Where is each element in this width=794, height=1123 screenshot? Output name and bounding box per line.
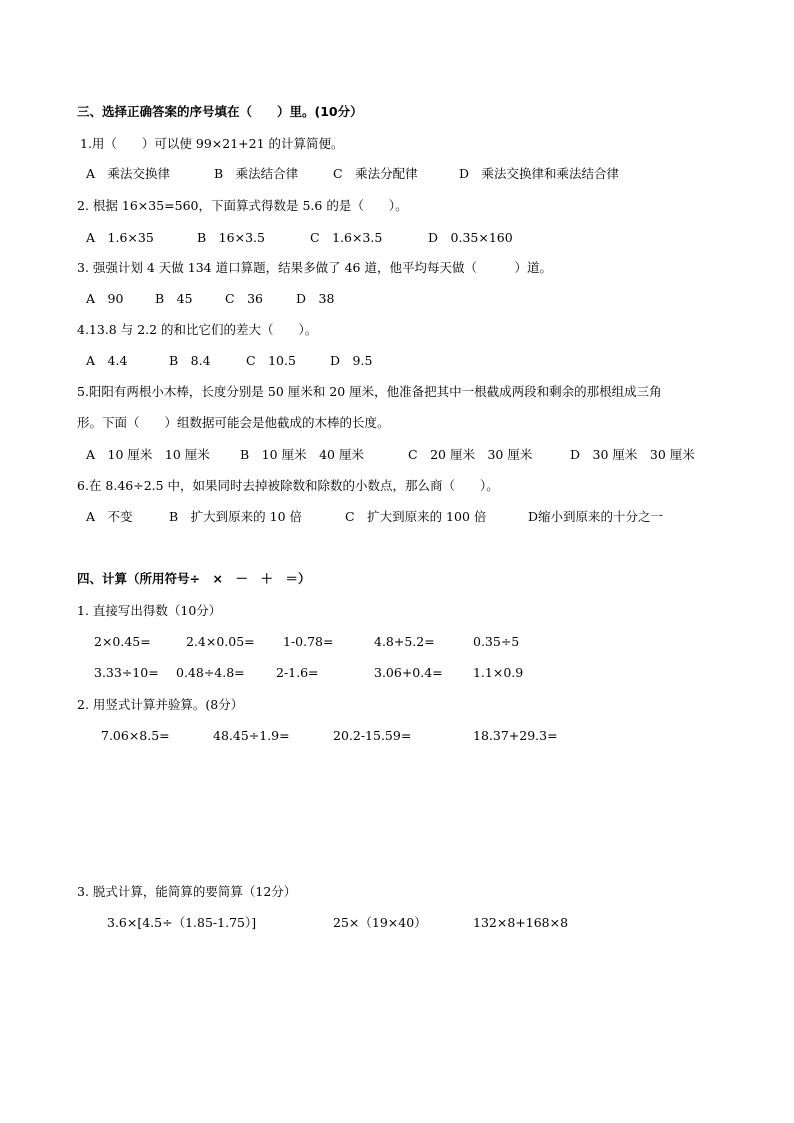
q4-option-a: A 4.4 [86, 353, 128, 368]
q1-option-a: A 乘法交换律 [86, 166, 171, 181]
q5-stem-line1: 5.阳阳有两根小木棒，长度分别是 50 厘米和 20 厘米，他准备把其中一根截成两段和剩余的那根组成三角 [77, 384, 662, 399]
q3-option-c: C 36 [225, 291, 263, 306]
vertical-calc-1: 7.06×8.5= [101, 728, 170, 743]
q2-option-a: A 1.6×35 [86, 230, 154, 245]
q6-option-b: B 扩大到原来的 10 倍 [169, 509, 303, 524]
q6-stem: 6.在 8.46÷2.5 中，如果同时去掉被除数和除数的小数点，那么商（ ）。 [77, 478, 499, 493]
part1-title: 1. 直接写出得数（10分） [77, 603, 222, 618]
q6-option-a: A 不变 [86, 509, 133, 524]
stepwise-calc-2: 25×（19×40） [333, 915, 427, 930]
calc-2-4: 3.06+0.4= [374, 665, 443, 680]
q3-option-d: D 38 [296, 291, 335, 306]
calc-2-1: 3.33÷10= [94, 665, 159, 680]
q1-option-b: B 乘法结合律 [214, 166, 299, 181]
q6-option-d: D缩小到原来的十分之一 [528, 509, 664, 524]
q5-stem-line2: 形。下面（ ）组数据可能会是他截成的木棒的长度。 [77, 415, 390, 430]
q6-option-c: C 扩大到原来的 100 倍 [345, 509, 487, 524]
q1-stem: 1.用（ ）可以使 99×21+21 的计算简便。 [80, 136, 344, 151]
q4-stem: 4.13.8 与 2.2 的和比它们的差大（ ）。 [77, 322, 318, 337]
vertical-calc-3: 20.2-15.59= [333, 728, 412, 743]
q2-option-c: C 1.6×3.5 [310, 230, 383, 245]
q1-option-c: C 乘法分配律 [333, 166, 418, 181]
q3-option-b: B 45 [155, 291, 193, 306]
section4-heading: 四、计算（所用符号÷ × － ＋ ＝） [77, 571, 311, 586]
calc-2-3: 2-1.6= [276, 665, 319, 680]
q2-option-b: B 16×3.5 [197, 230, 265, 245]
part3-title: 3. 脱式计算，能简算的要简算（12分） [77, 884, 297, 899]
calc-2-2: 0.48÷4.8= [176, 665, 245, 680]
calc-2-5: 1.1×0.9 [473, 665, 524, 680]
calc-1-5: 0.35÷5 [473, 634, 520, 649]
calc-1-4: 4.8+5.2= [374, 634, 435, 649]
q3-stem: 3. 强强计划 4 天做 134 道口算题，结果多做了 46 道，他平均每天做（ ）道。 [77, 260, 552, 275]
q5-option-a: A 10 厘米 10 厘米 [86, 447, 210, 462]
q4-option-b: B 8.4 [169, 353, 211, 368]
calc-1-3: 1-0.78= [283, 634, 334, 649]
q2-stem: 2. 根据 16×35=560，下面算式得数是 5.6 的是（ ）。 [77, 198, 408, 213]
part2-title: 2. 用竖式计算并验算。(8分） [77, 697, 244, 712]
q5-option-b: B 10 厘米 40 厘米 [240, 447, 364, 462]
q2-option-d: D 0.35×160 [428, 230, 513, 245]
vertical-calc-2: 48.45÷1.9= [213, 728, 290, 743]
q4-option-c: C 10.5 [246, 353, 296, 368]
q5-option-c: C 20 厘米 30 厘米 [408, 447, 533, 462]
section3-heading: 三、选择正确答案的序号填在（ ）里。(10分） [77, 104, 363, 119]
stepwise-calc-1: 3.6×[4.5÷（1.85-1.75）] [107, 915, 257, 930]
stepwise-calc-3: 132×8+168×8 [473, 915, 569, 930]
calc-1-1: 2×0.45= [94, 634, 151, 649]
q5-option-d: D 30 厘米 30 厘米 [570, 447, 695, 462]
q4-option-d: D 9.5 [330, 353, 373, 368]
q3-option-a: A 90 [86, 291, 124, 306]
q1-option-d: D 乘法交换律和乘法结合律 [459, 166, 620, 181]
calc-1-2: 2.4×0.05= [186, 634, 255, 649]
vertical-calc-4: 18.37+29.3= [473, 728, 558, 743]
